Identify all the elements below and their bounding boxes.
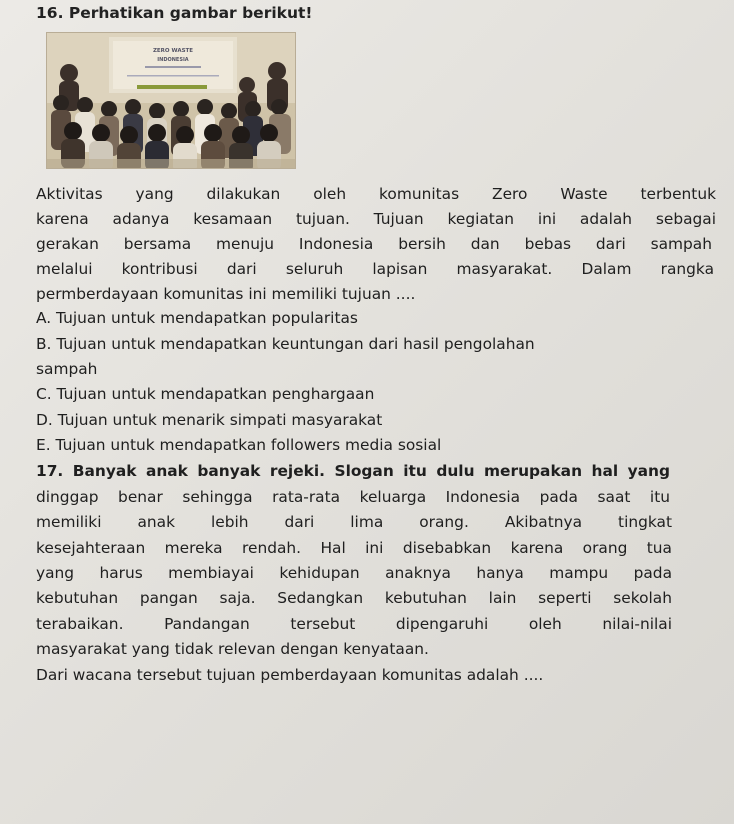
- passage-line: permberdayaan komunitas ini memiliki tujuan ....: [36, 285, 416, 303]
- question-17-line: memiliki anak lebih dari lima orang. Akibatnya tingkat: [36, 513, 672, 531]
- banner-text-line-1: ZERO WASTE: [152, 48, 194, 54]
- question-17-line: kebutuhan pangan saja. Sedangkan kebutuhan lain seperti sekolah: [36, 589, 672, 607]
- question-17-line: masyarakat yang tidak relevan dengan kenyataan.: [36, 640, 429, 658]
- question-17-line: terabaikan. Pandangan tersebut dipengaruhi oleh nilai-nilai: [36, 615, 672, 633]
- option-e: E. Tujuan untuk mendapatkan followers media sosial: [36, 436, 442, 454]
- question-17-line: kesejahteraan mereka rendah. Hal ini disebabkan karena orang tua: [36, 539, 672, 557]
- banner-text-line-2: INDONESIA: [157, 57, 189, 63]
- passage-line: Aktivitas yang dilakukan oleh komunitas Zero Waste terbentuk: [36, 185, 716, 203]
- question-16-title: 16. Perhatikan gambar berikut!: [36, 4, 313, 22]
- option-b: B. Tujuan untuk mendapatkan keuntungan dari hasil pengolahan: [36, 335, 535, 353]
- option-a: A. Tujuan untuk mendapatkan popularitas: [36, 309, 358, 327]
- passage-line: gerakan bersama menuju Indonesia bersih dan bebas dari sampah: [36, 235, 712, 253]
- option-d: D. Tujuan untuk menarik simpati masyarakat: [36, 411, 383, 429]
- question-17-line: 17. Banyak anak banyak rejeki. Slogan itu dulu merupakan hal yang: [36, 462, 670, 480]
- passage-line: melalui kontribusi dari seluruh lapisan masyarakat. Dalam rangka: [36, 260, 714, 278]
- passage-line: karena adanya kesamaan tujuan. Tujuan kegiatan ini adalah sebagai: [36, 210, 716, 228]
- zero-waste-group-photo: [46, 32, 296, 169]
- question-17-prompt: Dari wacana tersebut tujuan pemberdayaan komunitas adalah ....: [36, 666, 544, 684]
- option-c: C. Tujuan untuk mendapatkan penghargaan: [36, 385, 375, 403]
- option-b-continuation: sampah: [36, 360, 98, 378]
- question-17-line: yang harus membiayai kehidupan anaknya hanya mampu pada: [36, 564, 672, 582]
- question-17-line: dinggap benar sehingga rata-rata keluarga Indonesia pada saat itu: [36, 488, 670, 506]
